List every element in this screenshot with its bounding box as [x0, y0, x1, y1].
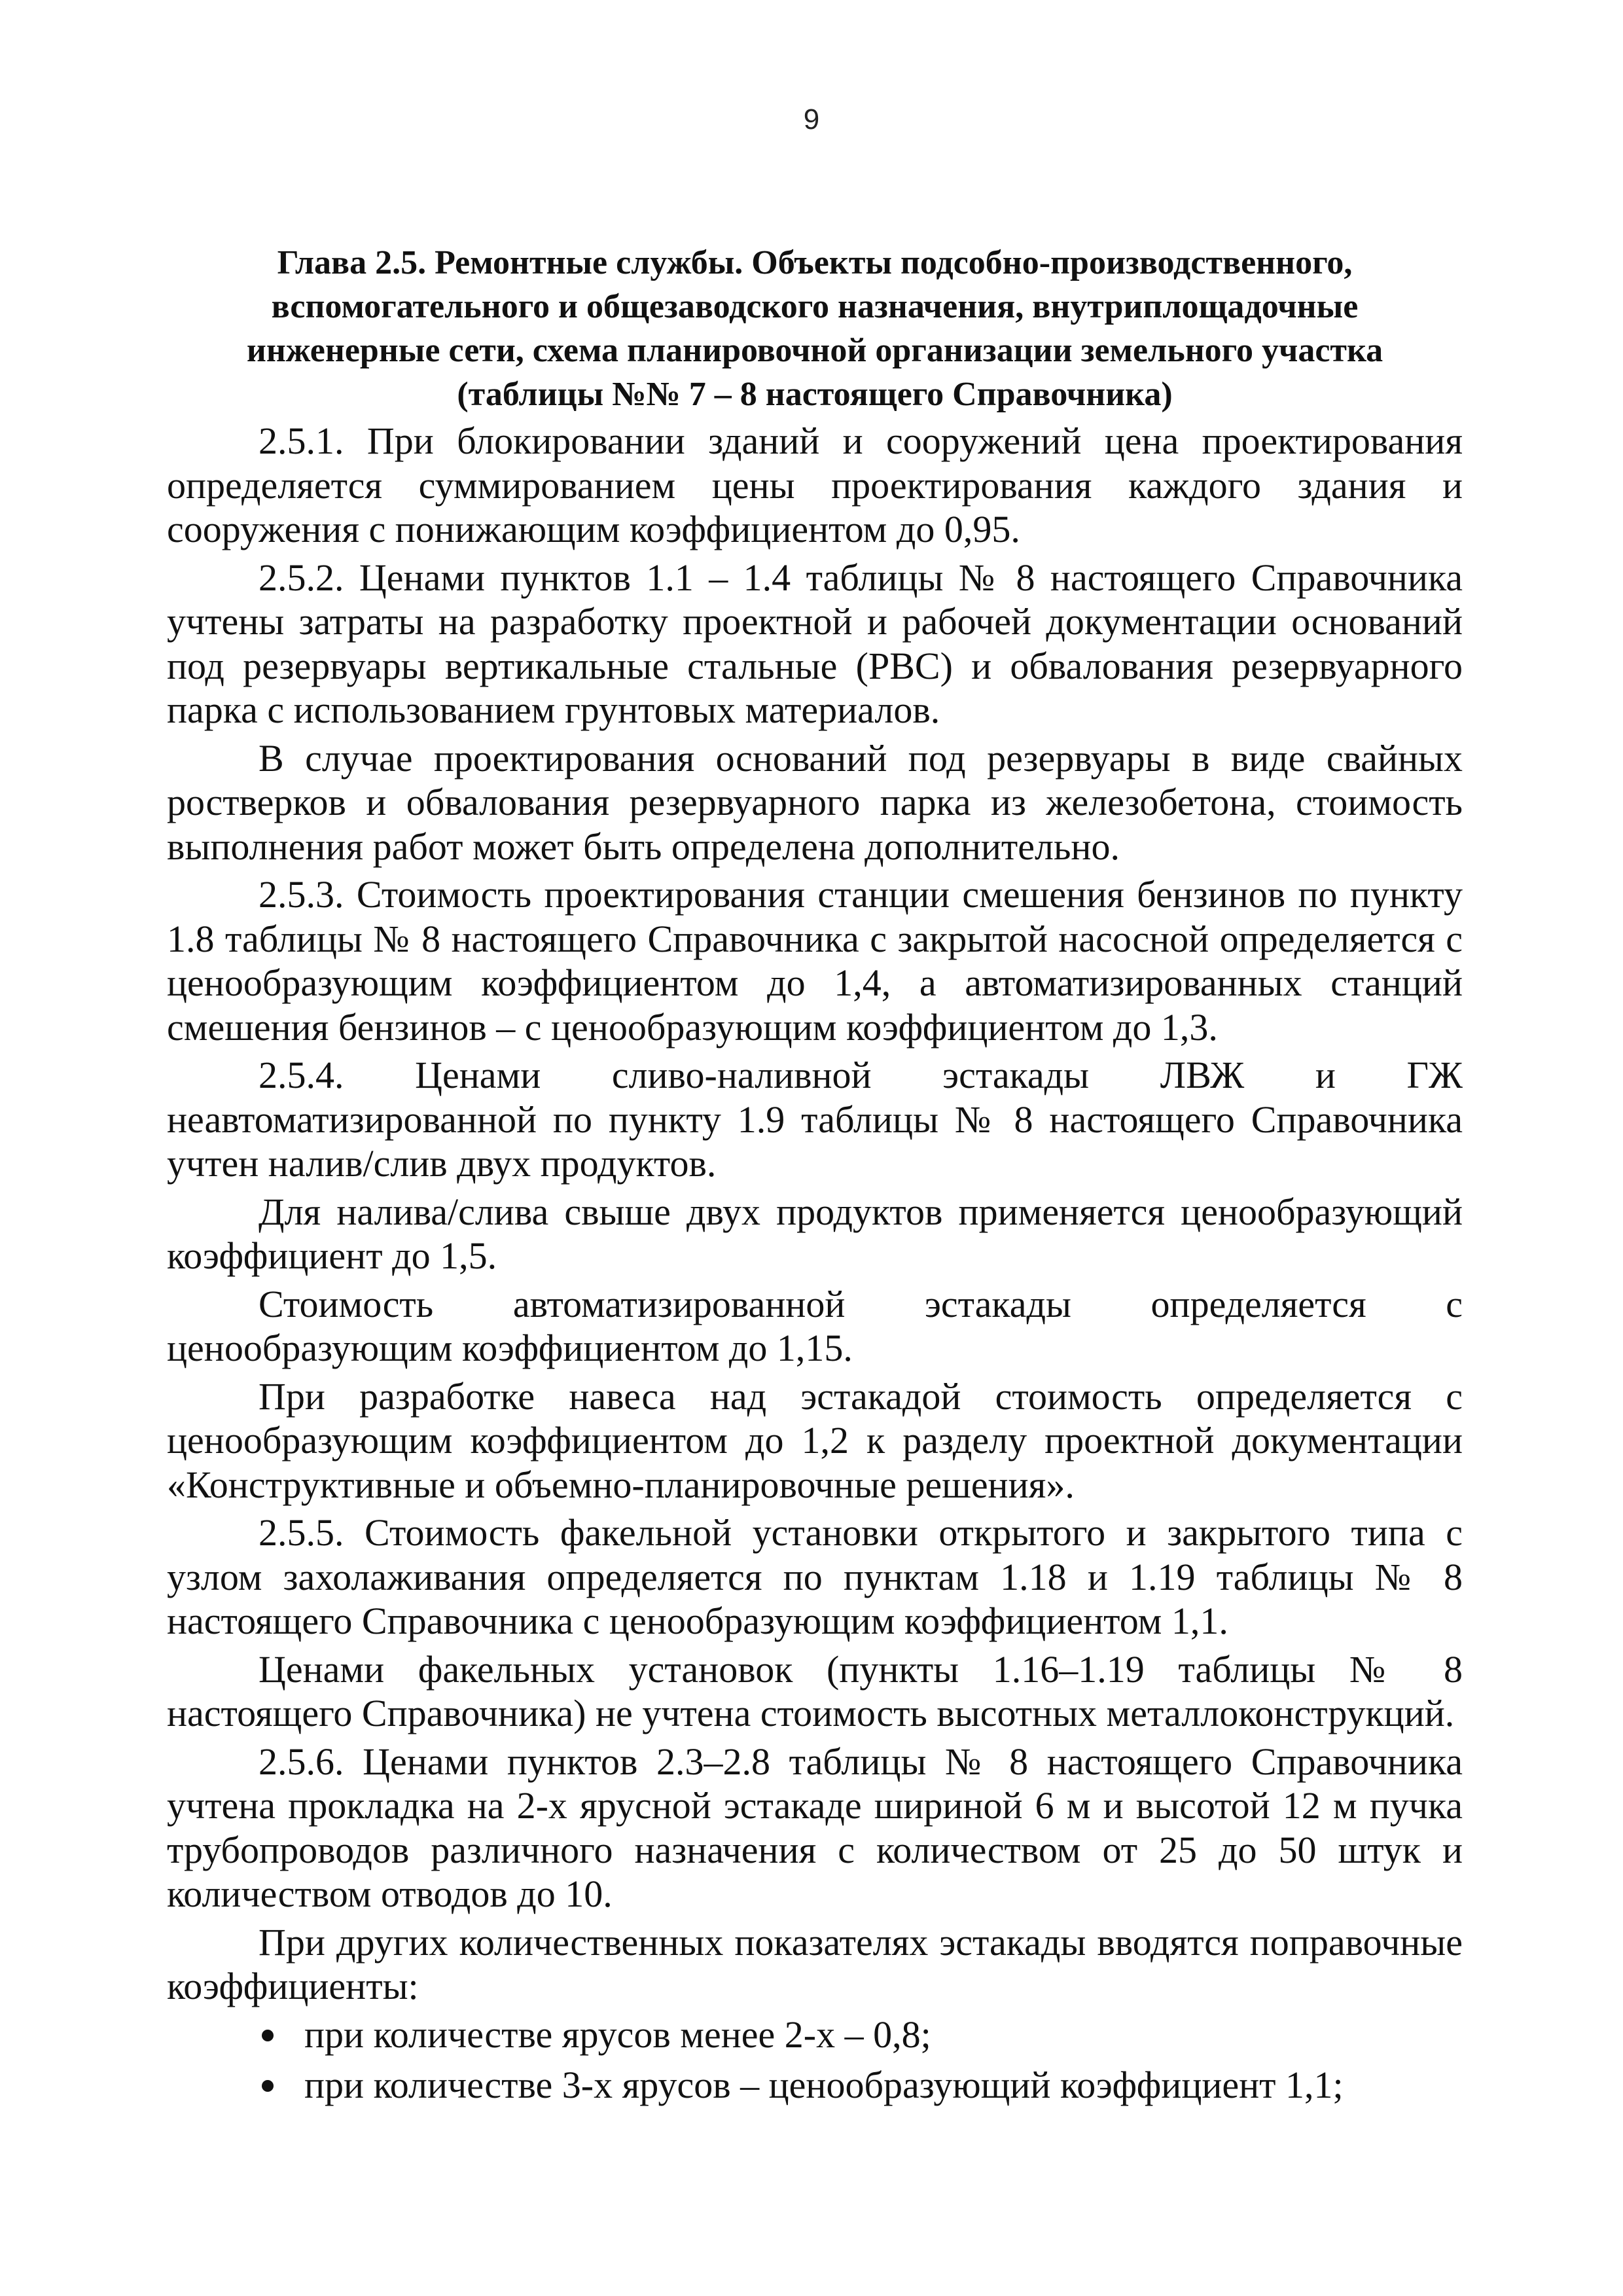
chapter-heading	[167, 241, 1463, 416]
paragraph-multi-product: Для налива/слива свыше двух продуктов применяется ценообразующий коэффициент до 1,5.	[167, 1190, 1463, 1277]
heading-line: (таблицы №№ 7 – 8 настоящего Справочника)	[457, 376, 1173, 413]
list-item	[167, 2013, 1463, 2057]
paragraph-2-5-2: 2.5.2. Ценами пунктов 1.1 – 1.4 таблицы № 8 настоящего Справочника учтены затраты на разработку проектной и рабочей документации оснований под резервуары вертикальные стальные (РВС) и обвалования резервуарного парка с использованием грунтовых материалов.	[167, 556, 1463, 731]
paragraph-2-5-4: 2.5.4. Ценами сливо-наливной эстакады ЛВЖ и ГЖ неавтоматизированной по пункту 1.9 таблицы № 8 настоящего Справочника учтен налив/слив двух продуктов.	[167, 1054, 1463, 1185]
paragraph-2-5-3: 2.5.3. Стоимость проектирования станции смешения бензинов по пункту 1.8 таблицы № 8 настоящего Справочника с закрытой насосной определяется с ценообразующим коэффициентом до 1,4, а автоматизированных станций смешения бензинов – с ценообразующим коэффициентом до 1,3.	[167, 873, 1463, 1049]
paragraph-reinforced-concrete: В случае проектирования оснований под резервуары в виде свайных ростверков и обвалования резервуарного парка из железобетона, стоимость выполнения работ может быть определена дополнительно.	[167, 736, 1463, 868]
heading-line: инженерные сети, схема планировочной организации земельного участка	[246, 332, 1383, 369]
list-item-text: при количестве ярусов менее 2-х – 0,8;	[304, 2013, 931, 2056]
paragraph-correction-factors: При других количественных показателях эстакады вводятся поправочные коэффициенты:	[167, 1920, 1463, 2007]
paragraph-automated-rack: Стоимость автоматизированной эстакады определяется с ценообразующим коэффициентом до 1,15.	[167, 1282, 1463, 1369]
document-body	[167, 419, 1463, 2114]
heading-line: Глава 2.5. Ремонтные службы. Объекты подсобно-производственного,	[277, 244, 1353, 281]
bullet-icon	[262, 2080, 274, 2092]
paragraph-2-5-5: 2.5.5. Стоимость факельной установки открытого и закрытого типа с узлом захолаживания определяется по пунктам 1.18 и 1.19 таблицы № 8 настоящего Справочника с ценообразующим коэффициентом 1,1.	[167, 1511, 1463, 1642]
paragraph-canopy: При разработке навеса над эстакадой стоимость определяется с ценообразующим коэффициентом до 1,2 к разделу проектной документации «Конструктивные и объемно-планировочные решения».	[167, 1374, 1463, 1506]
paragraph-flare-prices: Ценами факельных установок (пункты 1.16–1.19 таблицы № 8 настоящего Справочника) не учтена стоимость высотных металлоконструкций.	[167, 1647, 1463, 1734]
correction-factor-list	[167, 2013, 1463, 2108]
page-number: 9	[803, 103, 820, 135]
heading-line: вспомогательного и общезаводского назначения, внутриплощадочные	[271, 288, 1359, 325]
paragraph-2-5-6: 2.5.6. Ценами пунктов 2.3–2.8 таблицы № 8 настоящего Справочника учтена прокладка на 2-х ярусной эстакаде шириной 6 м и высотой 12 м пучка трубопроводов различного назначения с количеством от 25 до 50 штук и количеством отводов до 10.	[167, 1740, 1463, 1915]
list-item-text: при количестве 3-х ярусов – ценообразующий коэффициент 1,1;	[304, 2064, 1344, 2106]
paragraph-2-5-1: 2.5.1. При блокировании зданий и сооружений цена проектирования определяется суммированием цены проектирования каждого здания и сооружения с понижающим коэффициентом до 0,95.	[167, 420, 1463, 550]
list-item	[167, 2063, 1463, 2108]
bullet-icon	[262, 2030, 274, 2041]
